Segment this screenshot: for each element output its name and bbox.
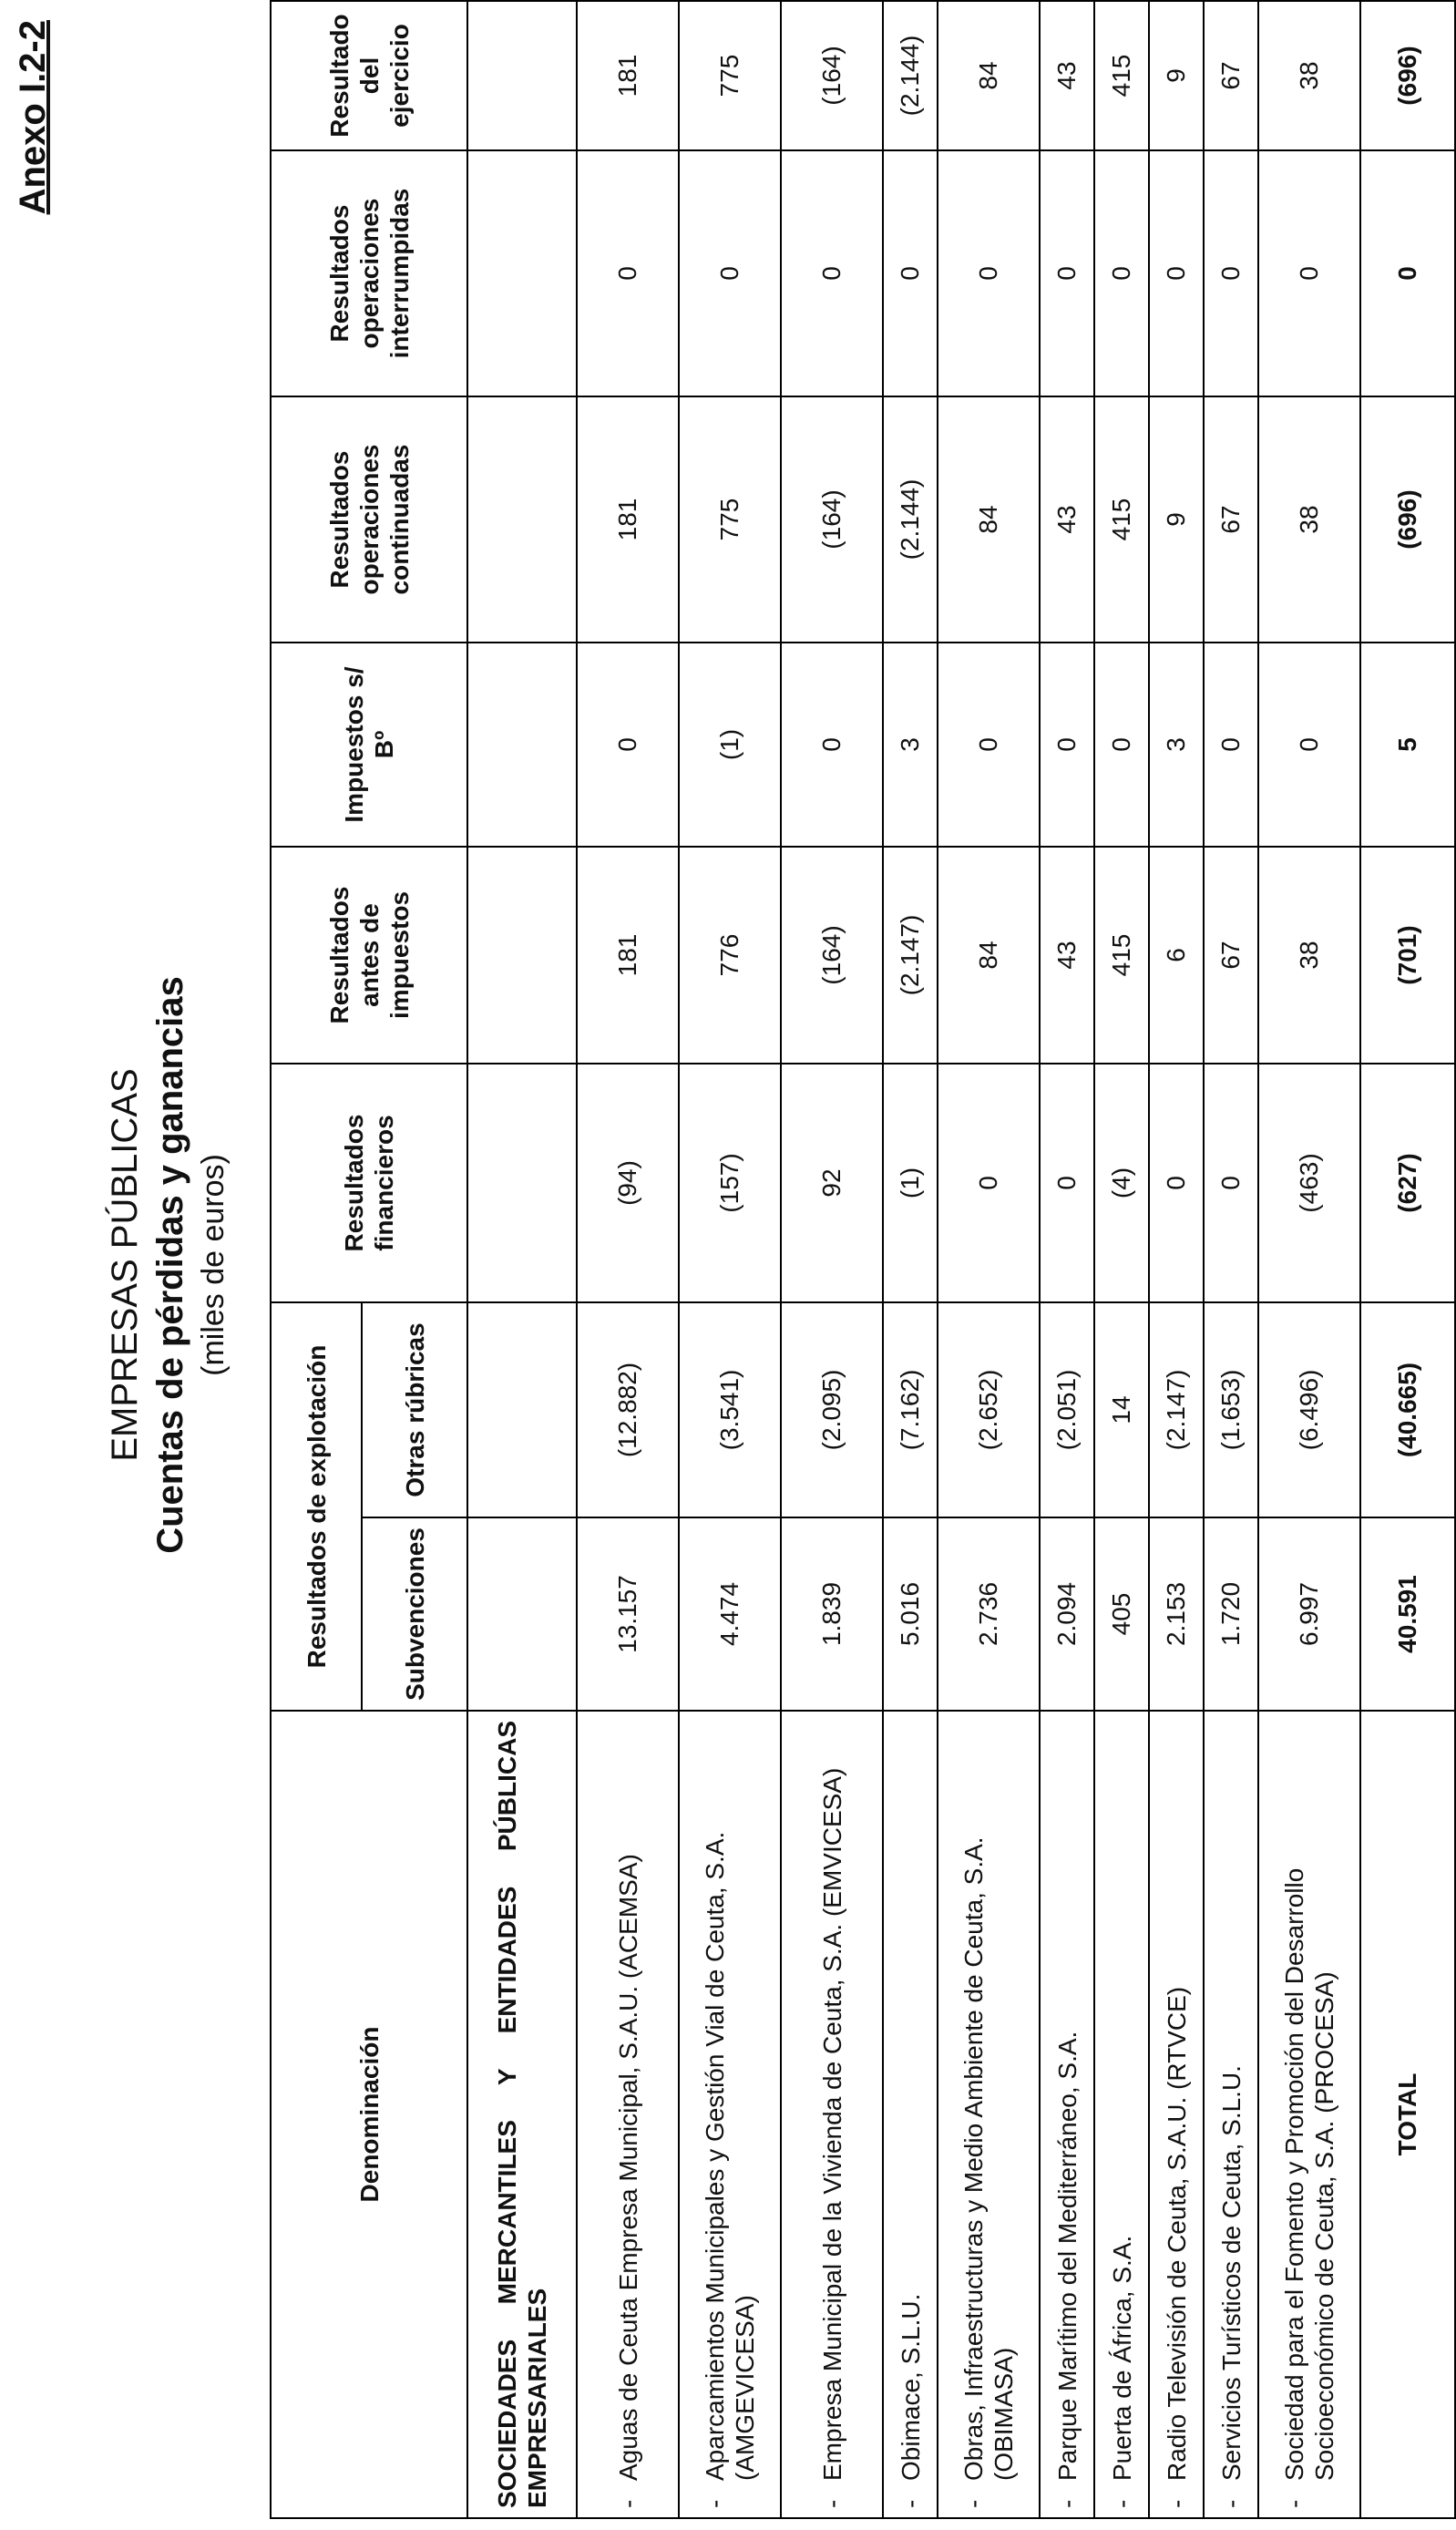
cell-interrumpidas: 0 <box>577 150 679 396</box>
table-row <box>781 1 883 2518</box>
total-label: TOTAL <box>1360 1711 1455 2518</box>
cell-continuadas: 84 <box>938 396 1040 643</box>
cell-impuestos: 0 <box>1040 643 1094 847</box>
entity-name: Servicios Turísticos de Ceuta, S.L.U. <box>1216 2065 1246 2481</box>
row-dash: - <box>1280 2499 1308 2508</box>
cell-subvenciones: 1.720 <box>1204 1517 1258 1711</box>
cell-subvenciones: 13.157 <box>577 1517 679 1711</box>
cell-subvenciones: 4.474 <box>679 1517 781 1711</box>
cell-subvenciones: 2.736 <box>938 1517 1040 1711</box>
entity-name-cell <box>1258 1711 1360 2518</box>
row-dash: - <box>896 2499 925 2508</box>
header-financieros: Resultados financieros <box>271 1064 467 1302</box>
row-dash: - <box>1216 2499 1246 2508</box>
row-dash: - <box>1162 2499 1191 2508</box>
entity-name: Obimace, S.L.U. <box>896 2293 925 2481</box>
cell-interrumpidas: 0 <box>1094 150 1149 396</box>
cell-continuadas: 181 <box>577 396 679 643</box>
entity-name: Aguas de Ceuta Empresa Municipal, S.A.U. (ACEMSA) <box>613 1854 642 2481</box>
cell-ejercicio: (2.144) <box>883 1 938 150</box>
row-dash: - <box>701 2499 729 2508</box>
cell-continuadas: 9 <box>1149 396 1204 643</box>
cell-antes-impuestos: 38 <box>1258 847 1360 1064</box>
cell-financieros: (1) <box>883 1064 938 1302</box>
cell-impuestos: 3 <box>1149 643 1204 847</box>
section-title: SOCIEDADES MERCANTILES Y ENTIDADES PÚBLICAS EMPRESARIALES <box>493 1721 551 2508</box>
row-dash: - <box>959 2499 988 2508</box>
annex-label: Anexo I.2-2 <box>13 20 53 215</box>
cell-financieros: (4) <box>1094 1064 1149 1302</box>
units-note: (miles de euros) <box>196 1154 231 1376</box>
row-dash: - <box>613 2499 642 2508</box>
cell-otras-rubricas: (2.652) <box>938 1302 1040 1517</box>
table-row <box>938 1 1040 2518</box>
total-antes-impuestos: (701) <box>1360 847 1455 1064</box>
cell-otras-rubricas: (1.653) <box>1204 1302 1258 1517</box>
entity-name-cell <box>1040 1711 1094 2518</box>
entity-name-cell <box>781 1711 883 2518</box>
table-row <box>1040 1 1094 2518</box>
cell-ejercicio: 415 <box>1094 1 1149 150</box>
cell-ejercicio: (164) <box>781 1 883 150</box>
cell-financieros: (157) <box>679 1064 781 1302</box>
cell-financieros: 92 <box>781 1064 883 1302</box>
header-impuestos: Impuestos s/ Bº <box>271 643 467 847</box>
header-explotacion-group: Resultados de explotación <box>271 1302 362 1711</box>
cell-antes-impuestos: 776 <box>679 847 781 1064</box>
cell-impuestos: 0 <box>1204 643 1258 847</box>
total-impuestos: 5 <box>1360 643 1455 847</box>
table-row <box>679 1 781 2518</box>
cell-interrumpidas: 0 <box>883 150 938 396</box>
cell-interrumpidas: 0 <box>1258 150 1360 396</box>
total-continuadas: (696) <box>1360 396 1455 643</box>
cell-subvenciones: 5.016 <box>883 1517 938 1711</box>
cell-antes-impuestos: 84 <box>938 847 1040 1064</box>
entity-name-cell <box>679 1711 781 2518</box>
document-subtitle: Cuentas de pérdidas y ganancias <box>150 976 190 1554</box>
cell-antes-impuestos: 67 <box>1204 847 1258 1064</box>
table-row <box>577 1 679 2518</box>
cell-otras-rubricas: (2.095) <box>781 1302 883 1517</box>
cell-otras-rubricas: (6.496) <box>1258 1302 1360 1517</box>
entity-name: Empresa Municipal de la Vivienda de Ceuta, S.A. (EMVICESA) <box>817 1767 846 2481</box>
cell-interrumpidas: 0 <box>781 150 883 396</box>
total-ejercicio: (696) <box>1360 1 1455 150</box>
cell-continuadas: (2.144) <box>883 396 938 643</box>
cell-antes-impuestos: 415 <box>1094 847 1149 1064</box>
cell-continuadas: 415 <box>1094 396 1149 643</box>
cell-ejercicio: 84 <box>938 1 1040 150</box>
cell-impuestos: (1) <box>679 643 781 847</box>
table-row <box>1094 1 1149 2518</box>
cell-antes-impuestos: (164) <box>781 847 883 1064</box>
cell-ejercicio: 67 <box>1204 1 1258 150</box>
cell-interrumpidas: 0 <box>1149 150 1204 396</box>
cell-continuadas: 775 <box>679 396 781 643</box>
cell-otras-rubricas: (2.147) <box>1149 1302 1204 1517</box>
entity-name: Puerta de África, S.A. <box>1107 2235 1136 2481</box>
cell-continuadas: 67 <box>1204 396 1258 643</box>
cell-interrumpidas: 0 <box>938 150 1040 396</box>
table-row <box>1149 1 1204 2518</box>
cell-financieros: 0 <box>1149 1064 1204 1302</box>
cell-continuadas: (164) <box>781 396 883 643</box>
header-row <box>271 1 362 2518</box>
entity-name: Radio Televisión de Ceuta, S.A.U. (RTVCE) <box>1162 1986 1191 2481</box>
cell-ejercicio: 9 <box>1149 1 1204 150</box>
cell-subvenciones: 2.094 <box>1040 1517 1094 1711</box>
document-heading <box>102 0 233 2530</box>
section-title-cell <box>467 1711 577 2518</box>
cell-continuadas: 38 <box>1258 396 1360 643</box>
cell-otras-rubricas: (2.051) <box>1040 1302 1094 1517</box>
table-row <box>1204 1 1258 2518</box>
cell-continuadas: 43 <box>1040 396 1094 643</box>
cell-antes-impuestos: 43 <box>1040 847 1094 1064</box>
cell-subvenciones: 6.997 <box>1258 1517 1360 1711</box>
cell-subvenciones: 2.153 <box>1149 1517 1204 1711</box>
cell-interrumpidas: 0 <box>1204 150 1258 396</box>
header-interrumpidas: Resultados operaciones interrumpidas <box>271 150 467 396</box>
cell-ejercicio: 775 <box>679 1 781 150</box>
total-otras-rubricas: (40.665) <box>1360 1302 1455 1517</box>
cell-impuestos: 0 <box>781 643 883 847</box>
header-continuadas: Resultados operaciones continuadas <box>271 396 467 643</box>
cell-financieros: (463) <box>1258 1064 1360 1302</box>
cell-interrumpidas: 0 <box>1040 150 1094 396</box>
cell-financieros: 0 <box>1204 1064 1258 1302</box>
table-row <box>1258 1 1360 2518</box>
section-row <box>467 1 577 2518</box>
entity-name-cell <box>938 1711 1040 2518</box>
entity-name: Aparcamientos Municipales y Gestión Vial de Ceuta, S.A. (AMGEVICESA) <box>701 1831 759 2481</box>
total-interrumpidas: 0 <box>1360 150 1455 396</box>
cell-interrumpidas: 0 <box>679 150 781 396</box>
cell-antes-impuestos: 6 <box>1149 847 1204 1064</box>
header-ejercicio: Resultado del ejercicio <box>271 1 467 150</box>
header-otras-rubricas: Otras rúbricas <box>362 1302 467 1517</box>
cell-otras-rubricas: (7.162) <box>883 1302 938 1517</box>
row-dash: - <box>817 2499 846 2508</box>
entity-name-cell <box>1149 1711 1204 2518</box>
cell-financieros: 0 <box>938 1064 1040 1302</box>
profit-loss-table <box>270 0 1456 2519</box>
cell-ejercicio: 43 <box>1040 1 1094 150</box>
cell-otras-rubricas: 14 <box>1094 1302 1149 1517</box>
entity-name-cell <box>1094 1711 1149 2518</box>
entity-name: Sociedad para el Fomento y Promoción del Desarrollo Socioeconómico de Ceuta, S.A. (PROCESA) <box>1280 1867 1338 2481</box>
cell-financieros: 0 <box>1040 1064 1094 1302</box>
cell-impuestos: 0 <box>1094 643 1149 847</box>
header-denominacion: Denominación <box>271 1711 467 2518</box>
cell-impuestos: 0 <box>577 643 679 847</box>
cell-subvenciones: 1.839 <box>781 1517 883 1711</box>
total-financieros: (627) <box>1360 1064 1455 1302</box>
entity-name: Parque Marítimo del Mediterráneo, S.A. <box>1052 2031 1082 2481</box>
cell-antes-impuestos: (2.147) <box>883 847 938 1064</box>
header-antes-impuestos: Resultados antes de impuestos <box>271 847 467 1064</box>
entity-name-cell <box>883 1711 938 2518</box>
entity-name-cell <box>577 1711 679 2518</box>
row-dash: - <box>1107 2499 1136 2508</box>
document-title: EMPRESAS PÚBLICAS <box>105 1068 145 1462</box>
total-subvenciones: 40.591 <box>1360 1517 1455 1711</box>
row-dash: - <box>1052 2499 1082 2508</box>
cell-ejercicio: 38 <box>1258 1 1360 150</box>
cell-financieros: (94) <box>577 1064 679 1302</box>
cell-otras-rubricas: (12.882) <box>577 1302 679 1517</box>
cell-otras-rubricas: (3.541) <box>679 1302 781 1517</box>
entity-name-cell <box>1204 1711 1258 2518</box>
cell-impuestos: 3 <box>883 643 938 847</box>
cell-subvenciones: 405 <box>1094 1517 1149 1711</box>
entity-name: Obras, Infraestructuras y Medio Ambiente de Ceuta, S.A. (OBIMASA) <box>959 1836 1018 2481</box>
cell-antes-impuestos: 181 <box>577 847 679 1064</box>
cell-ejercicio: 181 <box>577 1 679 150</box>
cell-impuestos: 0 <box>938 643 1040 847</box>
cell-impuestos: 0 <box>1258 643 1360 847</box>
header-subvenciones: Subvenciones <box>362 1517 467 1711</box>
table-row <box>883 1 938 2518</box>
total-row <box>1360 1 1455 2518</box>
